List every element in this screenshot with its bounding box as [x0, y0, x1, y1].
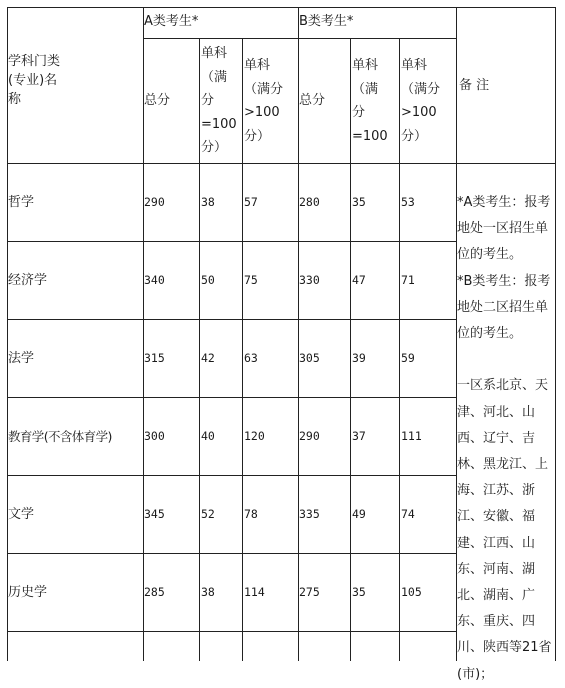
col-divider [350, 38, 351, 661]
a-single-over-100-value: 114 [244, 585, 265, 599]
notes-header: 备 注 [459, 78, 490, 93]
note-line: (市)； [457, 666, 494, 682]
b-single-100-value: 35 [352, 195, 366, 209]
b-single-over-100-value: 59 [401, 351, 415, 365]
note-line: 位的考生。 [457, 326, 523, 342]
note-line: *B类考生：报考 [457, 273, 551, 289]
b-total-value: 275 [299, 585, 320, 599]
b-total-value: 335 [299, 507, 320, 521]
a-single-100-value: 52 [201, 507, 215, 521]
b-total-value: 305 [299, 351, 320, 365]
note-line: 海、江苏、浙 [457, 483, 536, 499]
note-line: 林、黑龙江、上 [457, 457, 549, 473]
a-single-100-value: 50 [201, 273, 215, 287]
b-single-100-value: 47 [352, 273, 366, 287]
a-single-100-value: 38 [201, 195, 215, 209]
a-total-value: 300 [144, 429, 165, 443]
b-single-over-100-header: 单科 （满分 >100 分） [401, 58, 441, 144]
row-subject: 法学 [8, 351, 35, 366]
subject-header: 学科门类 (专业)名 称 [8, 54, 61, 107]
note-line [457, 347, 557, 373]
note-line: 东、重庆、四 [457, 614, 536, 630]
b-single-over-100-value: 74 [401, 507, 415, 521]
a-single-over-100-header: 单科 （满分 >100 分） [244, 58, 284, 144]
table-border-top [7, 7, 556, 8]
row-subject: 教育学(不含体育学) [8, 429, 112, 444]
note-line: 地处一区招生单 [457, 221, 549, 237]
note-line: 江、安徽、福 [457, 509, 536, 525]
b-single-100-value: 39 [352, 351, 366, 365]
b-single-100-header: 单科 （满 分 =100 [352, 58, 388, 144]
a-single-100-value: 42 [201, 351, 215, 365]
col-divider [199, 38, 200, 661]
b-total-value: 290 [299, 429, 320, 443]
b-single-over-100-value: 111 [401, 429, 422, 443]
note-line: *A类考生：报考 [457, 195, 551, 210]
a-total-header: 总分 [144, 93, 171, 108]
row-divider [7, 319, 456, 320]
row-divider [7, 241, 456, 242]
a-single-100-value: 38 [201, 585, 215, 599]
note-line: 津、河北、山 [457, 404, 536, 420]
note-line: 地处二区招生单 [457, 299, 549, 315]
group-a-header: A类考生* [144, 14, 199, 29]
note-line: 西、辽宁、吉 [457, 430, 536, 446]
note-line: 川、陕西等21省 [457, 640, 552, 656]
note-line: 位的考生。 [457, 247, 523, 263]
a-single-100-header: 单科 （满 分 =100 分） [201, 46, 237, 155]
group-divider [143, 38, 456, 39]
notes-text [457, 190, 557, 688]
a-total-value: 290 [144, 195, 165, 209]
a-single-over-100-value: 63 [244, 351, 258, 365]
b-single-100-value: 35 [352, 585, 366, 599]
row-divider [7, 475, 456, 476]
a-single-over-100-value: 57 [244, 195, 258, 209]
a-single-over-100-value: 78 [244, 507, 258, 521]
row-subject: 经济学 [8, 273, 48, 288]
a-total-value: 340 [144, 273, 165, 287]
col-divider [399, 38, 400, 661]
a-single-100-value: 40 [201, 429, 215, 443]
a-total-value: 345 [144, 507, 165, 521]
row-divider [7, 553, 456, 554]
a-single-over-100-value: 75 [244, 273, 258, 287]
col-divider [242, 38, 243, 661]
group-b-header: B类考生* [299, 14, 354, 29]
row-divider [7, 397, 456, 398]
note-line: 建、江西、山 [457, 535, 536, 551]
b-total-header: 总分 [299, 93, 326, 108]
a-total-value: 315 [144, 351, 165, 365]
b-single-100-value: 37 [352, 429, 366, 443]
a-single-over-100-value: 120 [244, 429, 265, 443]
note-line: 北、湖南、广 [457, 588, 536, 604]
row-subject: 哲学 [8, 195, 35, 210]
note-line: 一区系北京、天 [457, 378, 549, 394]
row-subject: 文学 [8, 507, 35, 522]
b-single-over-100-value: 53 [401, 195, 415, 209]
b-single-over-100-value: 105 [401, 585, 422, 599]
note-line: 东、河南、湖 [457, 561, 536, 577]
b-total-value: 280 [299, 195, 320, 209]
b-total-value: 330 [299, 273, 320, 287]
b-single-100-value: 49 [352, 507, 366, 521]
row-divider [7, 631, 456, 632]
row-subject: 历史学 [8, 585, 48, 600]
a-total-value: 285 [144, 585, 165, 599]
header-bottom [7, 163, 556, 164]
b-single-over-100-value: 71 [401, 273, 415, 287]
